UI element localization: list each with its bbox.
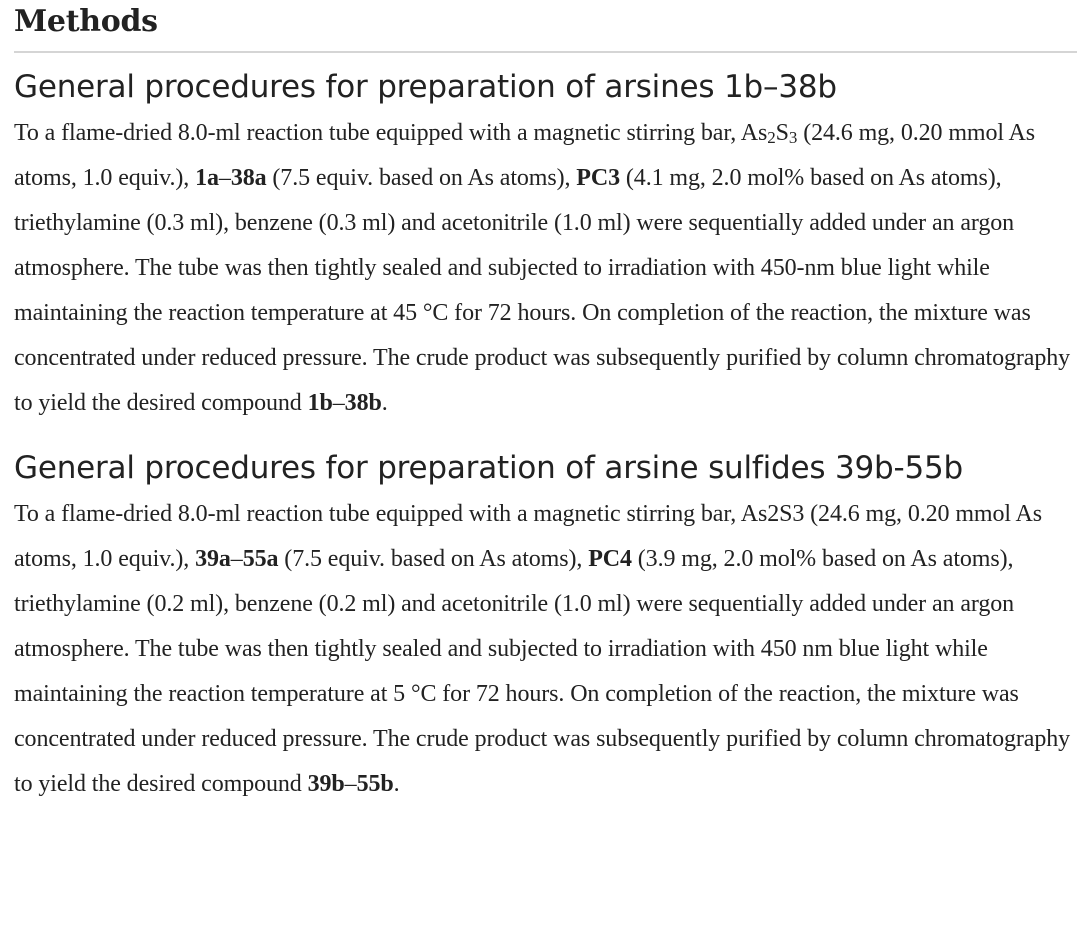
catalyst-label: PC3 xyxy=(576,165,620,191)
text-run: . xyxy=(381,390,388,416)
text-run: – xyxy=(344,771,357,797)
subscript: 2 xyxy=(767,128,776,147)
paragraph-arsines xyxy=(14,111,1078,426)
text-run: – xyxy=(332,390,345,416)
compound-label: 38b xyxy=(344,390,382,416)
catalyst-label: PC4 xyxy=(588,546,632,572)
compound-label: 55a xyxy=(242,546,279,572)
section-title: Methods xyxy=(14,5,1077,53)
text-run: . xyxy=(393,771,400,797)
text-run: To a flame-dried 8.0-ml reaction tube equipped with a magnetic stirring bar, As2S3 (24.6 mg, 0.20 mmol As atoms, 1.0 equiv.), xyxy=(14,501,1042,572)
text-run: (7.5 equiv. based on As atoms), xyxy=(278,546,589,572)
text-run: (4.1 mg, 2.0 mol% based on As atoms), triethylamine (0.3 ml), benzene (0.3 ml) and acetonitrile (1.0 ml) were sequentially added under an argon atmosphere. The tube was then tightly sealed and subjected to irradiation with 450-nm blue light while maintaining the reaction temperature at 45 °C for 72 hours. On completion of the reaction, the mixture was concentrated under reduced pressure. The crude product was subsequently purified by column chromatography to yield the desired compound xyxy=(14,165,1071,416)
compound-label: 38a xyxy=(230,165,267,191)
compound-label: 1b xyxy=(307,390,333,416)
compound-label: 1a xyxy=(195,165,219,191)
text-run: S xyxy=(775,120,789,146)
text-run: – xyxy=(230,546,243,572)
text-run: (3.9 mg, 2.0 mol% based on As atoms), triethylamine (0.2 ml), benzene (0.2 ml) and acetonitrile (1.0 ml) were sequentially added under an argon atmosphere. The tube was then tightly sealed and subjected to irradiation with 450 nm blue light while maintaining the reaction temperature at 5 °C for 72 hours. On completion of the reaction, the mixture was concentrated under reduced pressure. The crude product was subsequently purified by column chromatography to yield the desired compound xyxy=(14,546,1071,797)
paragraph-arsine-sulfides xyxy=(14,492,1078,807)
subsection-title-arsines: General procedures for preparation of arsines 1b–38b xyxy=(14,69,837,105)
text-run: (7.5 equiv. based on As atoms), xyxy=(266,165,577,191)
subsection-title-arsine-sulfides: General procedures for preparation of arsine sulfides 39b-55b xyxy=(14,450,963,486)
text-run: To a flame-dried 8.0-ml reaction tube equipped with a magnetic stirring bar, As xyxy=(14,120,768,146)
compound-label: 55b xyxy=(356,771,394,797)
methods-section xyxy=(14,0,1078,807)
subscript: 3 xyxy=(788,128,798,147)
text-run: – xyxy=(218,165,231,191)
text-run: (24.6 mg, 0.20 mmol As atoms, 1.0 equiv.), xyxy=(14,120,1036,191)
compound-label: 39b xyxy=(307,771,345,797)
compound-label: 39a xyxy=(195,546,231,572)
